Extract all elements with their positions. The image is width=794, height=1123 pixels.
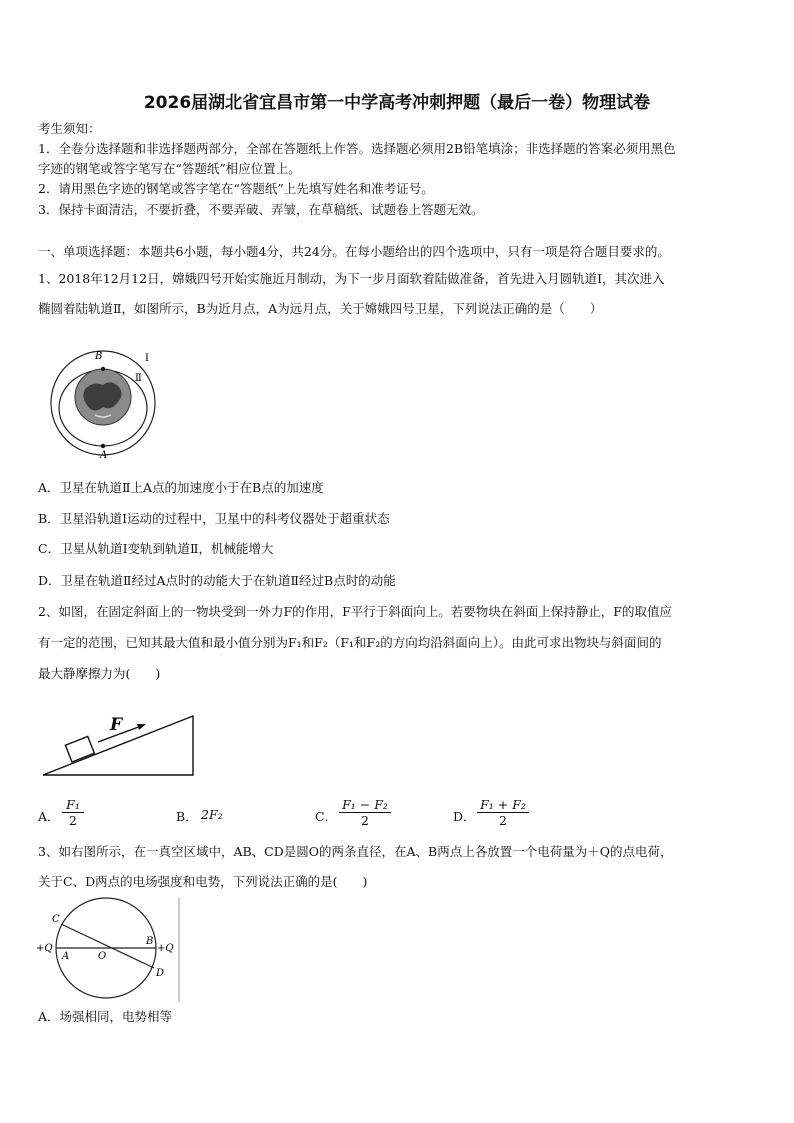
q1-option-d: D．卫星在轨道Ⅱ经过A点时的动能大于在轨道Ⅱ经过B点时的动能 — [38, 573, 396, 588]
point-b-dot — [101, 367, 105, 371]
label-orbit-2: Ⅱ — [135, 373, 142, 384]
q1-stem-line2: 椭圆着陆轨道Ⅱ，如图所示，B为近月点，A为远月点，关于嫦娥四号卫星，下列说法正确的是（ ） — [38, 301, 603, 316]
q2-option-a-denominator: 2 — [69, 813, 77, 828]
label-a: A — [100, 450, 108, 460]
q2-stem-line3: 最大静摩擦力为( ) — [38, 666, 161, 681]
q2-option-c-label: C． — [315, 809, 338, 824]
q2-option-c-fraction — [339, 797, 391, 828]
q3-option-a: A．场强相同，电势相等 — [38, 1009, 173, 1024]
notice-item-1a: 1．全卷分选择题和非选择题两部分，全部在答题纸上作答。选择题必须用2B铅笔填涂；非选择题的答案必须用黑色 — [38, 141, 676, 156]
incline-figure — [40, 710, 200, 780]
block-shape — [65, 736, 94, 762]
page-title: 2026届湖北省宜昌市第一中学高考冲刺押题（最后一卷）物理试卷 — [143, 93, 651, 113]
label-a: A — [62, 951, 70, 962]
label-o: O — [98, 951, 107, 962]
orbit-figure — [45, 345, 165, 460]
q3-stem-line1: 3、如右图所示，在一真空区域中，AB、CD是圆O的两条直径，在A、B两点上各放置一个电荷量为＋Q的点电荷， — [38, 844, 673, 859]
force-label: F — [110, 715, 123, 735]
label-charge-right: +Q — [157, 943, 174, 954]
q1-option-c: C．卫星从轨道Ⅰ变轨到轨道Ⅱ，机械能增大 — [38, 541, 274, 556]
q2-option-a-numerator: F₁ — [62, 797, 84, 813]
q1-option-a: A．卫星在轨道Ⅱ上A点的加速度小于在B点的加速度 — [38, 480, 324, 495]
q2-stem-line2: 有一定的范围，已知其最大值和最小值分别为F₁和F₂（F₁和F₂的方向均沿斜面向上）。由此可求出物块与斜面间的 — [38, 635, 662, 650]
force-arrow-head-icon — [137, 724, 146, 730]
q2-stem-line1: 2、如图，在固定斜面上的一物块受到一外力F的作用，F平行于斜面向上。若要物块在斜面上保持静止，F的取值应 — [38, 604, 672, 619]
point-a-dot — [101, 444, 105, 448]
q2-option-d-fraction — [477, 797, 529, 828]
q2-option-c-numerator: F₁ − F₂ — [339, 797, 391, 813]
q2-option-d-label: D． — [453, 809, 476, 824]
q2-option-d-denominator: 2 — [499, 813, 507, 828]
q2-option-c-denominator: 2 — [361, 813, 369, 828]
label-b: B — [95, 351, 103, 362]
label-charge-left: +Q — [36, 943, 53, 954]
notice-item-3: 3．保持卡面清洁，不要折叠，不要弄破、弄皱，在草稿纸、试题卷上答题无效。 — [38, 202, 484, 217]
label-orbit-1: Ⅰ — [145, 353, 149, 364]
section-heading: 一、单项选择题：本题共6小题，每小题4分，共24分。在每小题给出的四个选项中，只有一项是符合题目要求的。 — [38, 244, 670, 259]
circle-charge-figure — [36, 896, 186, 1006]
q2-option-d-numerator: F₁ + F₂ — [477, 797, 529, 813]
diameter-cd — [61, 924, 154, 968]
label-c: C — [52, 914, 60, 925]
notice-item-1b: 字迹的钢笔或答字笔写在“答题纸”相应位置上。 — [38, 161, 301, 176]
q2-option-b-label: B． — [176, 809, 198, 824]
q2-option-a-fraction — [62, 797, 84, 828]
notice-heading: 考生须知： — [38, 121, 101, 136]
q1-stem-line1: 1、2018年12月12日，嫦娥四号开始实施近月制动，为下一步月面软着陆做准备，首先进入月圆轨道Ⅰ，其次进入 — [38, 271, 665, 286]
q2-option-b-value: 2F₂ — [201, 807, 223, 822]
q3-stem-line2: 关于C、D两点的电场强度和电势，下列说法正确的是( ) — [38, 874, 368, 889]
notice-item-2: 2．请用黑色字迹的钢笔或答字笔在“答题纸”上先填写姓名和准考证号。 — [38, 181, 434, 196]
label-b: B — [146, 936, 154, 947]
q2-option-a-label: A． — [38, 809, 60, 824]
label-d: D — [156, 968, 165, 979]
q1-option-b: B．卫星沿轨道Ⅰ运动的过程中，卫星中的科考仪器处于超重状态 — [38, 511, 390, 526]
